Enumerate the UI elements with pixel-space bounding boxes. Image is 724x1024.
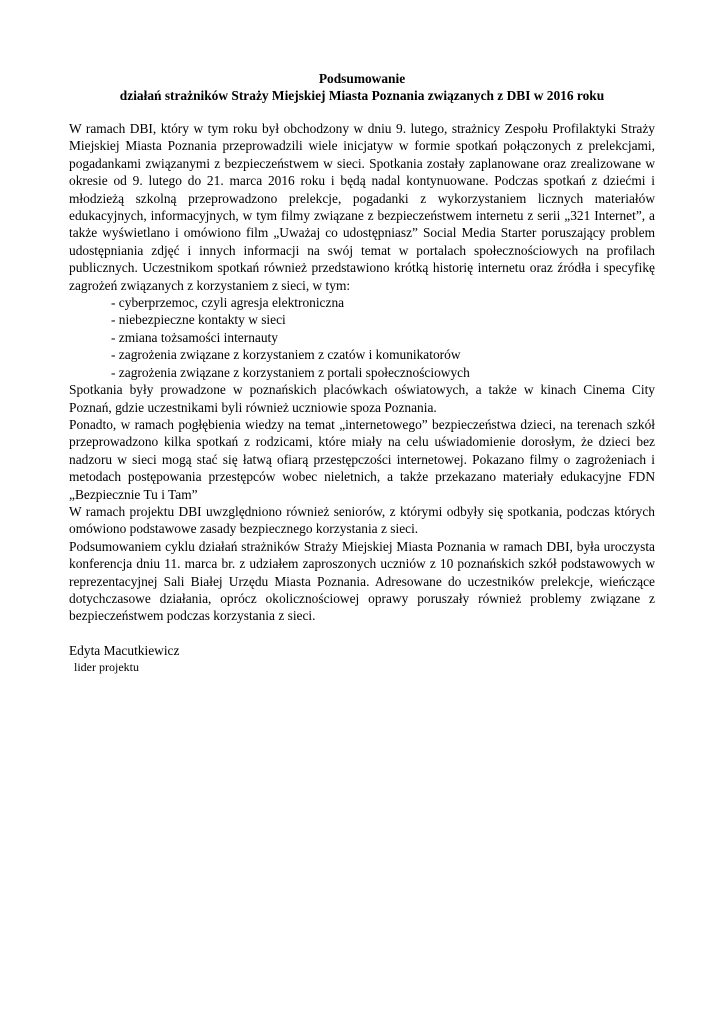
document-page xyxy=(69,70,655,675)
threats-list xyxy=(69,294,655,381)
document-subtitle: działań strażników Straży Miejskiej Miasta Poznania związanych z DBI w 2016 roku xyxy=(119,88,605,103)
signature-name: Edyta Macutkiewicz xyxy=(69,642,180,658)
document-title: Podsumowanie xyxy=(318,71,406,86)
venues-paragraph: Spotkania były prowadzone w poznańskich placówkach oświatowych, a także w kinach Cinema City Poznań, gdzie uczestnikami byli również uczniowie spoza Poznania. xyxy=(69,382,655,415)
list-item: - zmiana tożsamości internauty xyxy=(111,329,278,345)
seniors-paragraph: W ramach projektu DBI uwzględniono również seniorów, z którymi odbyły się spotkania, podczas których omówiono podstawowe zasady bezpiecznego korzystania z sieci. xyxy=(69,503,655,537)
signature-block xyxy=(69,642,655,675)
signature-role: lider projektu xyxy=(74,659,139,674)
list-item: - niebezpieczne kontakty w sieci xyxy=(111,312,286,328)
list-item: - zagrożenia związane z korzystaniem z portali społecznościowych xyxy=(111,364,470,380)
intro-paragraph: W ramach DBI, który w tym roku był obchodzony w dniu 9. lutego, strażnicy Zespołu Profilaktyki Straży Miejskiej Miasta Poznania przeprowadzili wiele inicjatyw w formie spotkań połączonych z prelekcjami, pogadankami związanymi z bezpieczeństwem w sieci. Spotkania zostały zaplanowane oraz zrealizowane w okresie od 9. lutego do 21. marca 2016 roku i będą nadal kontynuowane. Podczas spotkań z dziećmi i młodzieżą szkolną przeprowadzono prelekcje, pogadanki z wykorzystaniem licznych materiałów edukacyjnych, informacyjnych, w tym filmy związane z bezpieczeństwem internetu z serii „321 Internet”, a także wyświetlano i omówiono film „Uważaj co udostępniasz” Social Media Starter poruszający problem udostępniania zdjęć i innych informacji na swój temat w portalach społecznościowych na profilach publicznych. Uczestnikom spotkań również przedstawiono krótką historię internetu oraz źródła i specyfikę zagrożeń związanych z korzystaniem z sieci, w tym: xyxy=(69,121,655,293)
list-item: - cyberprzemoc, czyli agresja elektroniczna xyxy=(111,295,345,311)
parents-paragraph: Ponadto, w ramach pogłębienia wiedzy na temat „internetowego” bezpieczeństwa dzieci, na terenach szkół przeprowadzono kilka spotkań z rodzicami, które miały na celu uświadomienie dorosłym, że dzieci bez nadzoru w sieci mogą stać się łatwą ofiarą przestępczości internetowej. Pokazano filmy o zagrożeniach i metodach postępowania przestępców wobec nieletnich, a także przekazano materiały edukacyjne FDN „Bezpiecznie Tu i Tam” xyxy=(69,416,655,502)
list-item: - zagrożenia związane z korzystaniem z czatów i komunikatorów xyxy=(111,347,461,363)
summary-paragraph: Podsumowaniem cyklu działań strażników Straży Miejskiej Miasta Poznania w ramach DBI, była uroczysta konferencja dniu 11. marca br. z udziałem zaproszonych uczniów z 10 poznańskich szkół podstawowych w reprezentacyjnej Sali Białej Urzędu Miasta Poznania. Adresowane do uczestników prelekcje, wieńczące dotychczasowe działania, oprócz okolicznościowej oprawy poruszały również problemy związane z bezpieczeństwem podczas korzystania z sieci. xyxy=(69,538,655,624)
